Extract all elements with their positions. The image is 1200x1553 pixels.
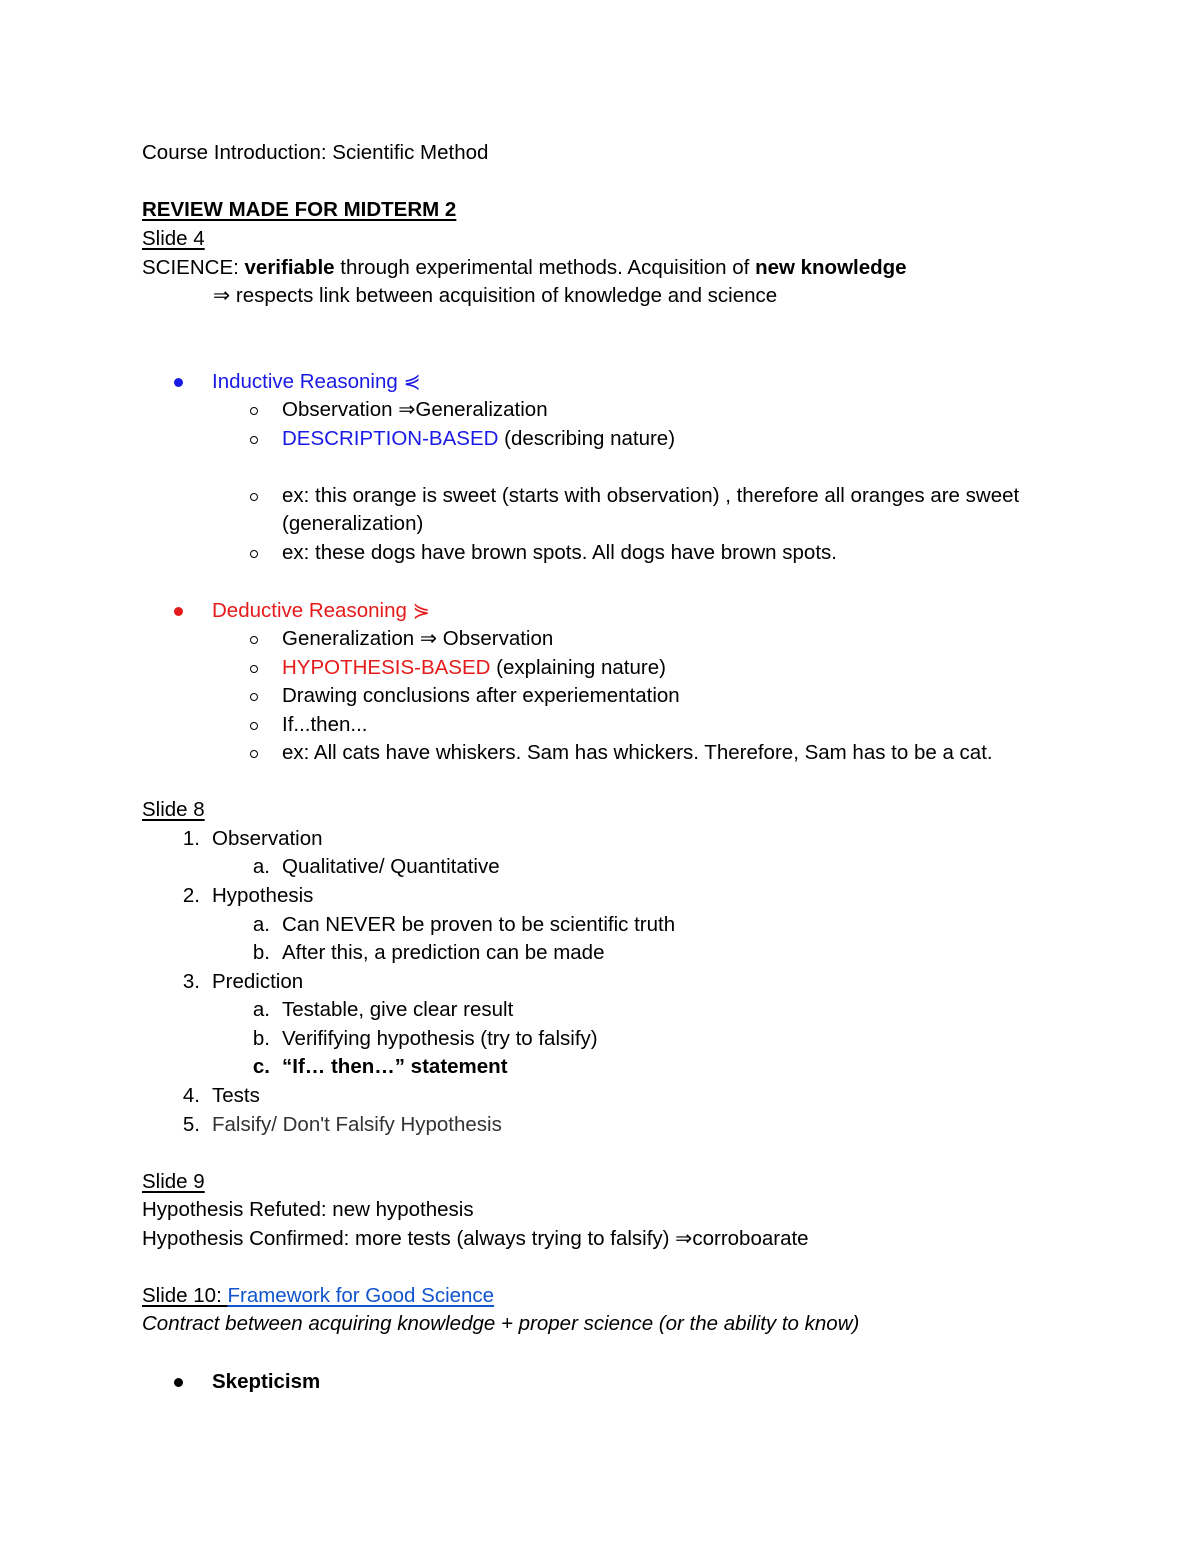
list-number: b. xyxy=(252,1027,270,1050)
circle-bullet-icon xyxy=(250,722,258,730)
hypothesis-refuted: Hypothesis Refuted: new hypothesis xyxy=(142,1198,474,1221)
list-number: 4. xyxy=(182,1084,200,1107)
bullet-icon xyxy=(174,1378,183,1387)
circle-bullet-icon xyxy=(250,750,258,758)
list-number: 2. xyxy=(182,884,200,907)
contract-line: Contract between acquiring knowledge + proper science (or the ability to know) xyxy=(142,1312,860,1335)
slide-10-heading xyxy=(142,1282,494,1310)
description-based-label: DESCRIPTION-BASED xyxy=(282,427,499,450)
list-number: 1. xyxy=(182,827,200,850)
slide-10-label: Slide 10: xyxy=(142,1284,228,1307)
list-item: After this, a prediction can be made xyxy=(282,941,605,964)
inductive-example-1: ex: this orange is sweet (starts with observation) , therefore all oranges are sweet xyxy=(282,484,1020,507)
skepticism-item: Skepticism xyxy=(212,1370,321,1393)
slide-8-label: Slide 8 xyxy=(142,798,205,821)
slide-4-label: Slide 4 xyxy=(142,227,205,250)
deductive-gen-obs: Generalization ⇒ Observation xyxy=(282,627,554,650)
hypothesis-confirmed: Hypothesis Confirmed: more tests (always trying to falsify) ⇒corroboarate xyxy=(142,1227,809,1250)
deductive-example: ex: All cats have whiskers. Sam has whickers. Therefore, Sam has to be a cat. xyxy=(282,741,993,764)
bullet-icon xyxy=(174,378,183,387)
list-item: Tests xyxy=(212,1084,260,1107)
inductive-description xyxy=(282,425,675,453)
review-heading: REVIEW MADE FOR MIDTERM 2 xyxy=(142,198,457,221)
verifiable-term: verifiable xyxy=(244,256,335,279)
document-title: Course Introduction: Scientific Method xyxy=(142,141,489,164)
list-number: a. xyxy=(252,855,270,878)
hypothesis-based-rest: (explaining nature) xyxy=(490,656,666,679)
respects-line: ⇒ respects link between acquisition of knowledge and science xyxy=(213,284,778,307)
circle-bullet-icon xyxy=(250,493,258,501)
list-item: Observation xyxy=(212,827,323,850)
list-item: Testable, give clear result xyxy=(282,998,514,1021)
description-based-rest: (describing nature) xyxy=(498,427,676,450)
deductive-ifthen: If...then... xyxy=(282,713,368,736)
deductive-drawing: Drawing conclusions after experiementation xyxy=(282,684,680,707)
slide-9-label: Slide 9 xyxy=(142,1170,205,1193)
list-item: “If… then…” statement xyxy=(282,1055,508,1078)
inductive-example-1-cont: (generalization) xyxy=(282,512,424,535)
circle-bullet-icon xyxy=(250,436,258,444)
inductive-title: Inductive Reasoning ⋞ xyxy=(212,370,421,393)
list-item: Can NEVER be proven to be scientific truth xyxy=(282,913,676,936)
list-number: 5. xyxy=(182,1113,200,1136)
list-number: b. xyxy=(252,941,270,964)
list-item: Hypothesis xyxy=(212,884,314,907)
new-knowledge-term: new knowledge xyxy=(755,256,907,279)
circle-bullet-icon xyxy=(250,407,258,415)
list-number: a. xyxy=(252,913,270,936)
list-item: Falsify/ Don't Falsify Hypothesis xyxy=(212,1113,502,1136)
circle-bullet-icon xyxy=(250,550,258,558)
bullet-icon xyxy=(174,607,183,616)
deductive-title: Deductive Reasoning ⋟ xyxy=(212,599,430,622)
framework-link[interactable]: Framework for Good Science xyxy=(227,1284,495,1307)
list-number: a. xyxy=(252,998,270,1021)
list-item: Verififying hypothesis (try to falsify) xyxy=(282,1027,598,1050)
circle-bullet-icon xyxy=(250,636,258,644)
science-prefix: SCIENCE: xyxy=(142,256,245,279)
circle-bullet-icon xyxy=(250,693,258,701)
list-item: Prediction xyxy=(212,970,304,993)
science-definition xyxy=(142,254,907,282)
science-mid: through experimental methods. Acquisition of xyxy=(334,256,756,279)
inductive-obs-gen: Observation ⇒Generalization xyxy=(282,398,548,421)
list-number: 3. xyxy=(182,970,200,993)
list-item: Qualitative/ Quantitative xyxy=(282,855,500,878)
inductive-example-2: ex: these dogs have brown spots. All dogs have brown spots. xyxy=(282,541,837,564)
list-number: c. xyxy=(252,1055,270,1078)
circle-bullet-icon xyxy=(250,665,258,673)
deductive-hypothesis xyxy=(282,654,666,682)
hypothesis-based-label: HYPOTHESIS-BASED xyxy=(282,656,491,679)
